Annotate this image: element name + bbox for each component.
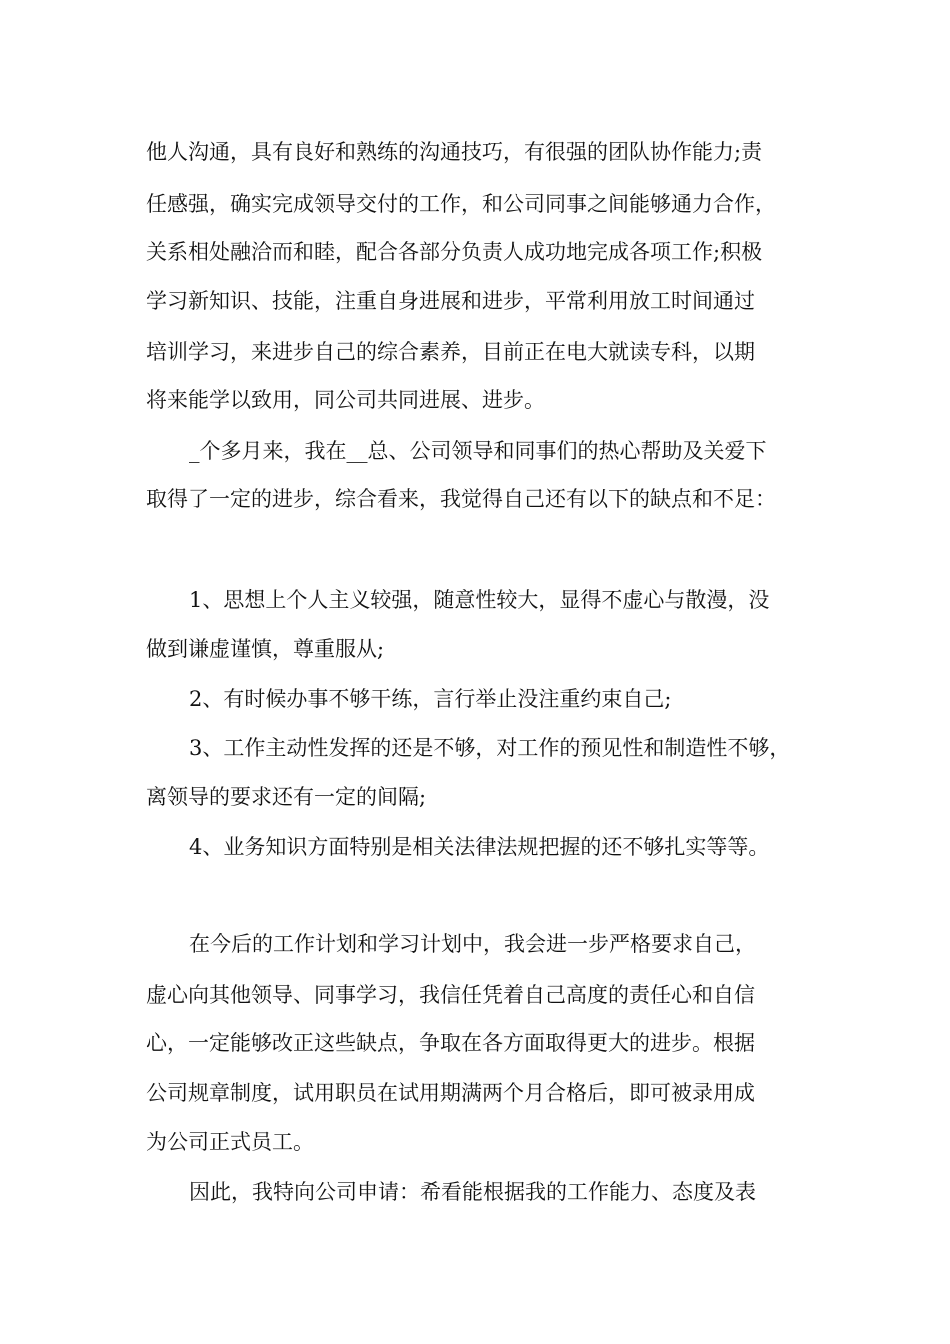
text-line: 关系相处融洽而和睦，配合各部分负责人成功地完成各项工作;积极 (146, 240, 763, 264)
text-line: 为公司正式员工。 (146, 1130, 314, 1154)
list-item: 3、工作主动性发挥的还是不够，对工作的预见性和制造性不够， (189, 736, 791, 760)
text-line: 因此，我特向公司申请：希看能根据我的工作能力、态度及表 (189, 1180, 756, 1204)
text-line: 培训学习，来进步自己的综合素养，目前正在电大就读专科，以期 (146, 340, 755, 364)
text-line: 取得了一定的进步，综合看来，我觉得自己还有以下的缺点和不足： (146, 487, 776, 511)
text-line: 任感强，确实完成领导交付的工作，和公司同事之间能够通力合作， (146, 192, 776, 216)
text-line: 将来能学以致用，同公司共同进展、进步。 (146, 388, 545, 412)
text-line: 他人沟通，具有良好和熟练的沟通技巧，有很强的团队协作能力;责 (146, 140, 763, 164)
text-line: 虚心向其他领导、同事学习，我信任凭着自己高度的责任心和自信 (146, 983, 755, 1007)
text-line: 学习新知识、技能，注重自身进展和进步，平常利用放工时间通过 (146, 289, 755, 313)
text-line: 做到谦虚谨慎，尊重服从; (146, 637, 385, 661)
text-line: 心，一定能够改正这些缺点，争取在各方面取得更大的进步。根据 (146, 1031, 755, 1055)
list-item: 2、有时候办事不够干练，言行举止没注重约束自己; (189, 687, 672, 711)
list-item: 1、思想上个人主义较强，随意性较大，显得不虚心与散漫，没 (189, 588, 770, 612)
text-line: 离领导的要求还有一定的间隔; (146, 785, 427, 809)
text-line: _个多月来，我在__总、公司领导和同事们的热心帮助及关爱下 (189, 439, 767, 463)
text-line: 公司规章制度，试用职员在试用期满两个月合格后，即可被录用成 (146, 1081, 755, 1105)
list-item: 4、业务知识方面特别是相关法律法规把握的还不够扎实等等。 (189, 835, 770, 859)
text-line: 在今后的工作计划和学习计划中，我会进一步严格要求自己， (189, 932, 756, 956)
